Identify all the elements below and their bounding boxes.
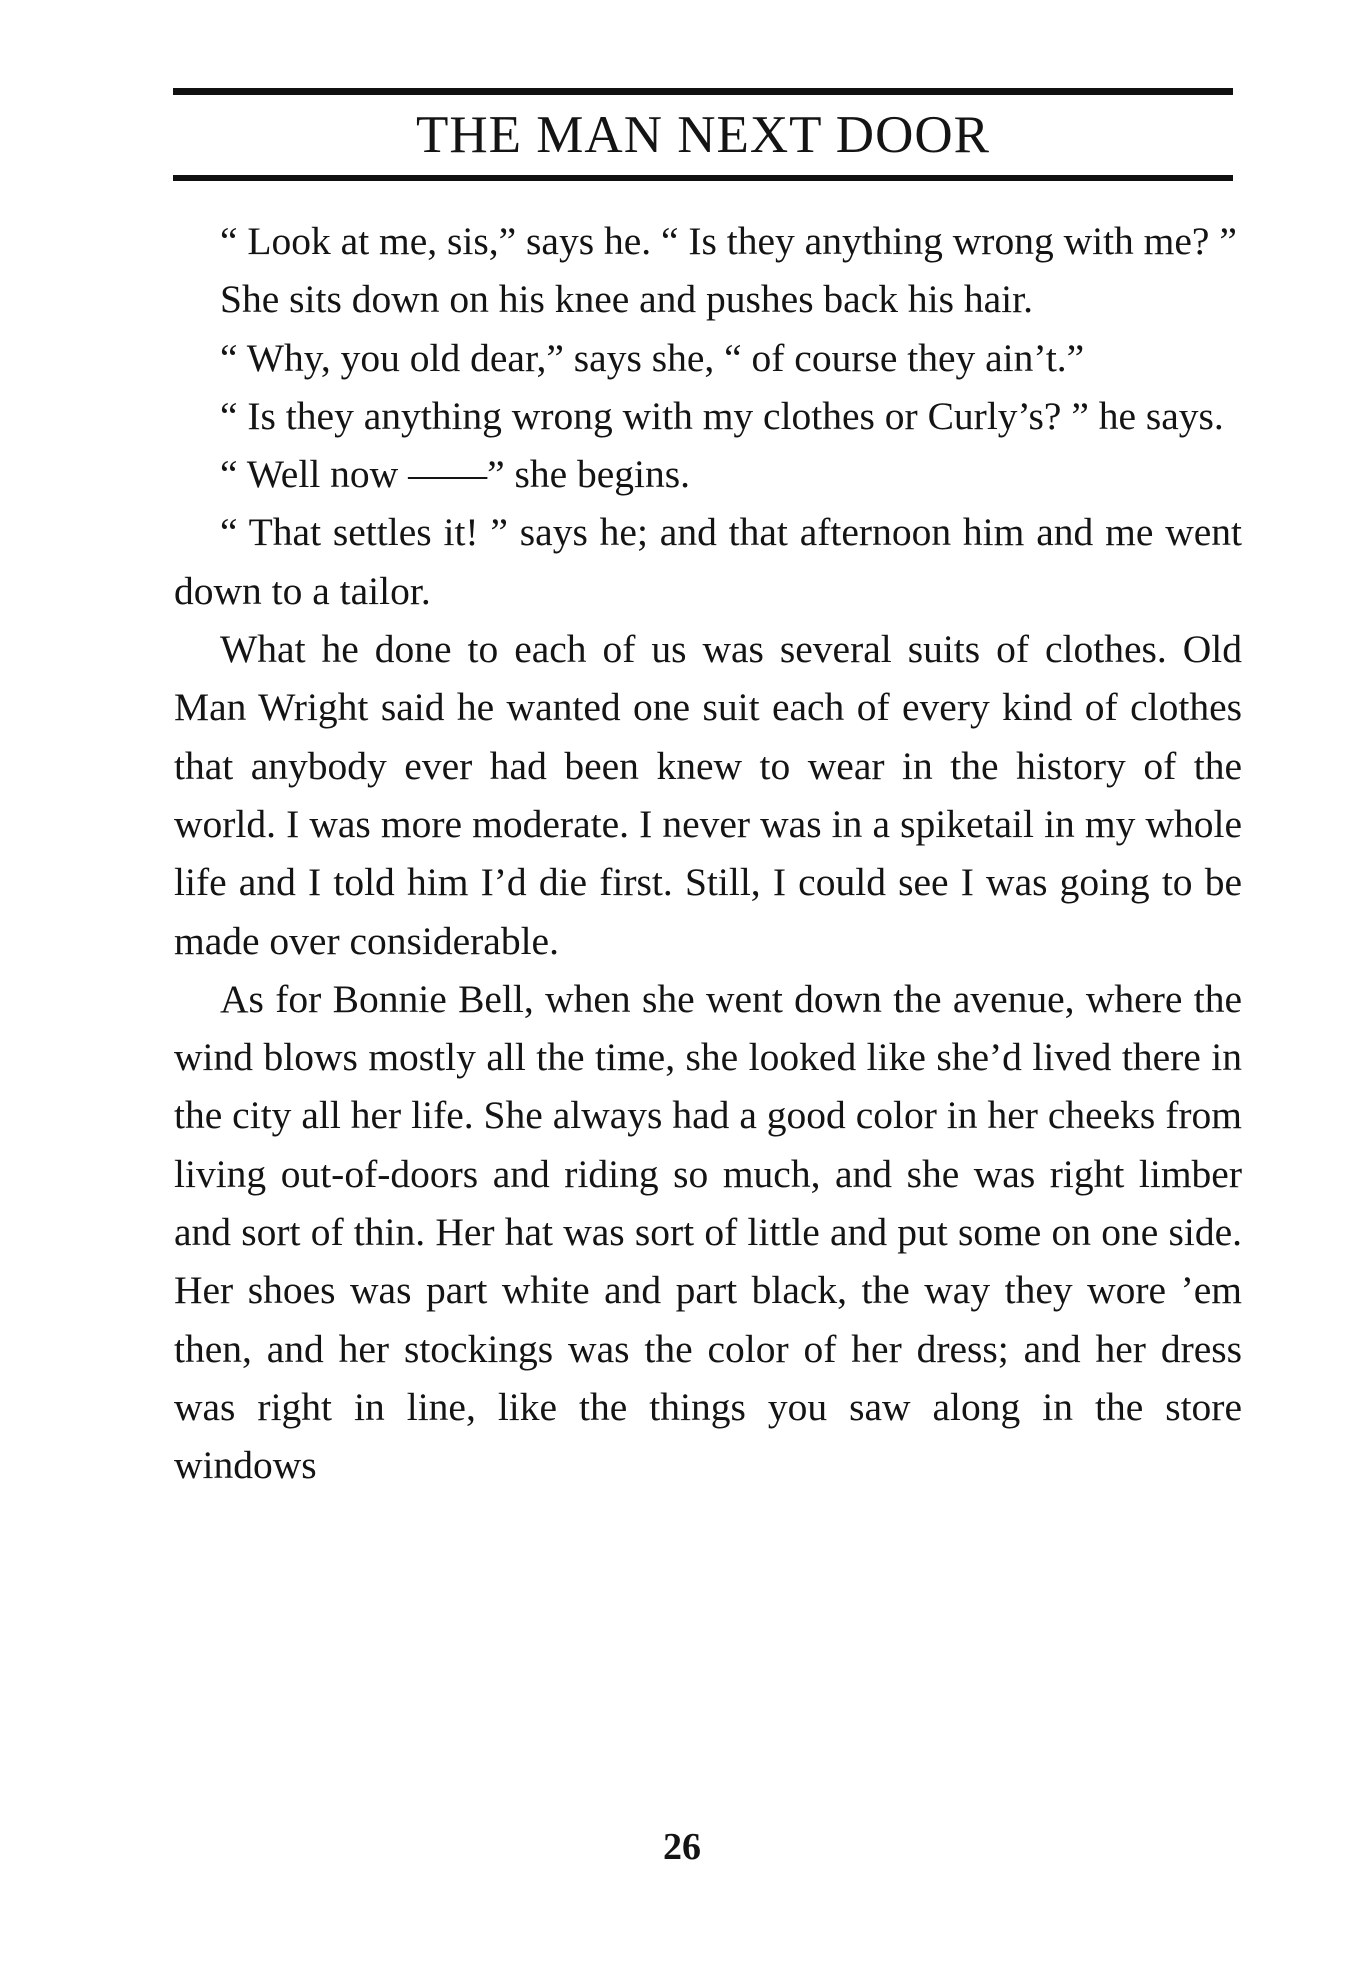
paragraph: “ Why, you old dear,” says she, “ of course they ain’t.” (220, 335, 1085, 380)
body-text (174, 212, 1242, 1495)
running-title: THE MAN NEXT DOOR (416, 106, 990, 164)
paragraph: “ That settles it! ” says he; and that afternoon him and me went down to a tailor. (174, 510, 1242, 613)
page-number: 26 (663, 1826, 701, 1868)
header-rule-top (173, 88, 1233, 95)
header-rule-bottom (173, 175, 1233, 181)
paragraph: She sits down on his knee and pushes back his hair. (220, 277, 1033, 322)
paragraph: “ Is they anything wrong with my clothes or Curly’s? ” he says. (220, 393, 1224, 438)
paragraph: As for Bonnie Bell, when she went down the avenue, where the wind blows mostly all the time, she looked like she’d lived there in the city all her life. She always had a good color in her cheeks from living out-of-doors and riding so much, and she was right limber and sort of thin. Her hat was sort of little and put some on one side. Her shoes was part white and part black, the way they wore ’em then, and her stockings was the color of her dress; and her dress was right in line, like the things you saw along in the store windows (174, 976, 1242, 1488)
paragraph: “ Well now ——” she begins. (220, 452, 691, 497)
paragraph: “ Look at me, sis,” says he. “ Is they anything wrong with me? ” (220, 219, 1237, 263)
paragraph: What he done to each of us was several suits of clothes. Old Man Wright said he wanted one suit each of every kind of clothes that anybody ever had been knew to wear in the history of the world. I was more moderate. I never was in a spiketail in my whole life and I told him I’d die first. Still, I could see I was going to be made over considerable. (174, 627, 1242, 963)
